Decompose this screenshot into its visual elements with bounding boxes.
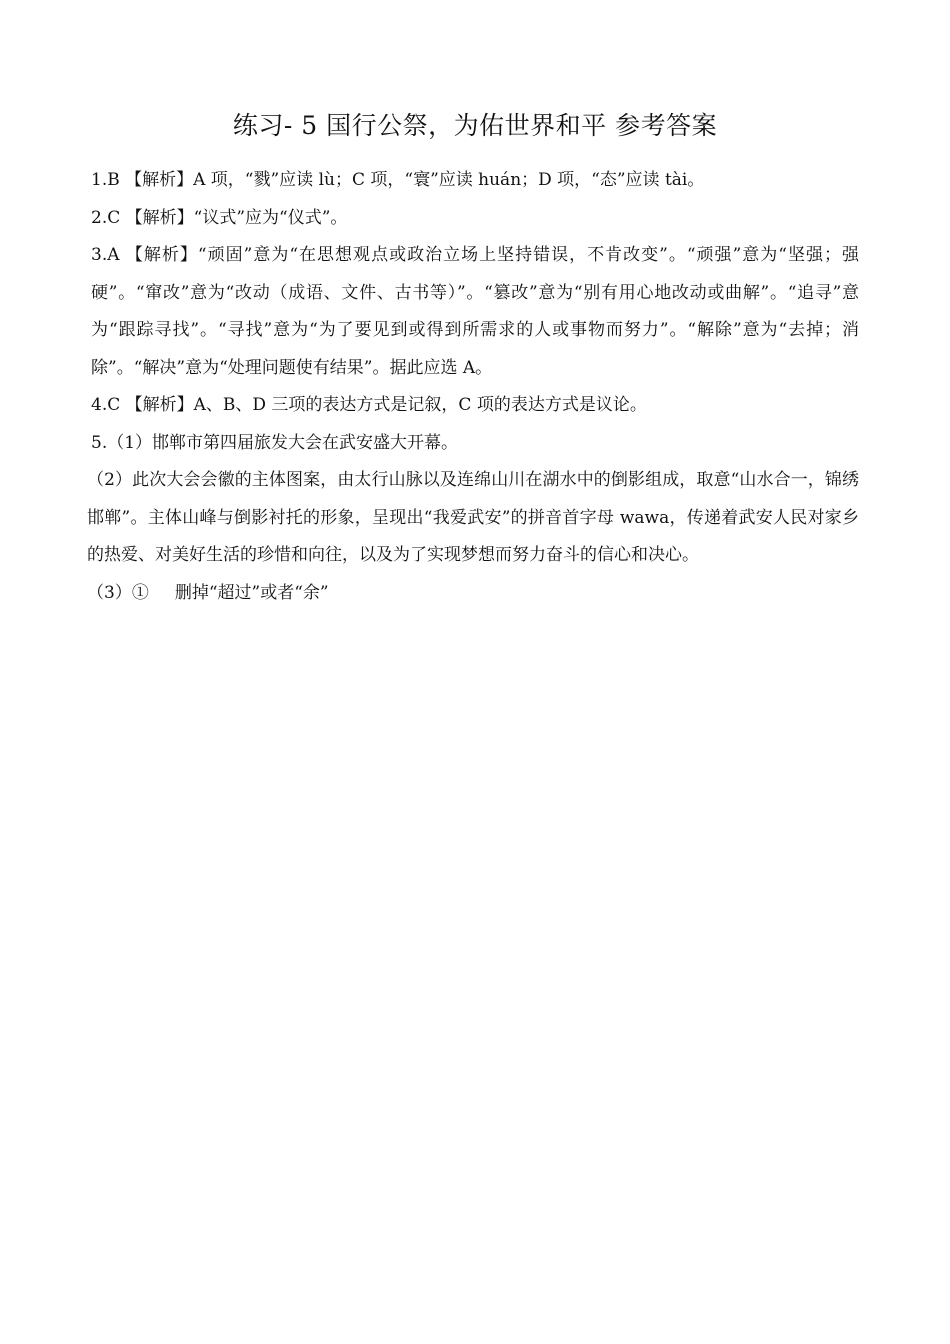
answer-item-2: 2.C 【解析】“议式”应为“仪式”。 bbox=[91, 207, 348, 228]
answer-item-1: 1.B 【解析】A 项，“戮”应读 lù；C 项，“寰”应读 huán；D 项，“态”应读 tài。 bbox=[91, 170, 705, 190]
answer-item-5-1: 5.（1）邯郸市第四届旅发大会在武安盛大开幕。 bbox=[91, 432, 459, 453]
answer-item-5-3 bbox=[87, 575, 859, 613]
answer-item-5-2: （2）此次大会会徽的主体图案，由太行山脉以及连绵山川在湖水中的倒影组成，取意“山水合一，锦绣邯郸”。主体山峰与倒影衬托的形象，呈现出“我爱武安”的拼音首字母 wawa，传递着武安人民对家乡的热爱、对美好生活的珍惜和向往，以及为了实现梦想而努力奋斗的信心和决心。 bbox=[87, 470, 859, 565]
answer-item-5-3-text: 删掉“超过”或者“余” bbox=[174, 582, 329, 603]
answer-item-4: 4.C 【解析】A、B、D 三项的表达方式是记叙，C 项的表达方式是议论。 bbox=[91, 395, 647, 415]
answer-item-3: 3.A 【解析】“顽固”意为“在思想观点或政治立场上坚持错误，不肯改变”。“顽强”意为“坚强；强硬”。“窜改”意为“改动（成语、文件、古书等）”。“篡改”意为“别有用心地改动或曲解”。“追寻”意为“跟踪寻找”。“寻找”意为“为了要见到或得到所需求的人或事物而努力”。“解除”意为“去掉；消除”。“解决”意为“处理问题使有结果”。据此应选 A。 bbox=[91, 245, 859, 378]
answer-list bbox=[87, 162, 859, 612]
page-title: 练习- 5 国行公祭，为佑世界和平 参考答案 bbox=[232, 111, 718, 140]
answer-item-5-3-label: （3）① bbox=[87, 582, 149, 603]
